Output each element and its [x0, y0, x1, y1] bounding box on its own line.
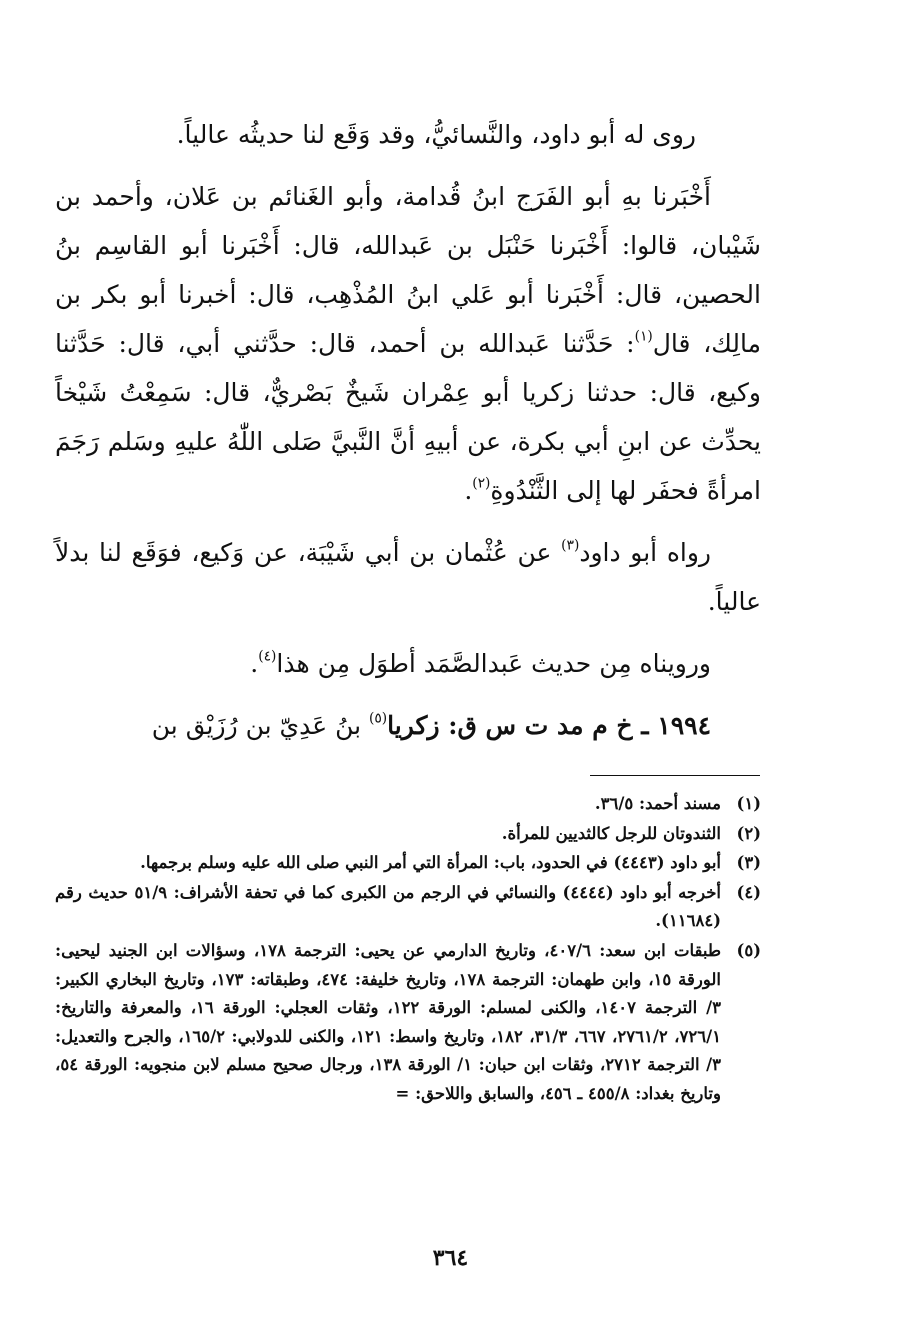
footnote-5: [55, 937, 761, 1109]
footnote-4: [55, 879, 761, 936]
main-text: [55, 110, 761, 763]
paragraph-riwaya-text: روى له أبو داود، والنَّسائيُّ، وقد وَقَع لنا حديثُه عالياً.: [176, 120, 696, 149]
abu-dawud-text-part-2: عن عُثْمان بن أبي شَيْبَة، عن وَكيع، فوَقَع لنا بدلاً عالياً.: [55, 538, 761, 616]
footnote-ref-3[interactable]: (٣): [561, 537, 580, 554]
abd-al-samad-end: .: [250, 649, 259, 678]
isnad-text-part-2: : حَدَّثنا عَبدالله بن أحمد، قال: حدَّثني أبي، قال: حَدَّثنا وكيع، قال: حدثنا زكريا أبو عِمْران شَيخٌ بَصْريٌّ، قال: سَمِعْتُ شَيْخاً يحدِّث عن ابنِ أبي بكرة، عن أبيهِ أنَّ النَّبيَّ صَلى اللّٰهُ عليهِ وسَلم رَجَمَ امرأةً فحفَر لها إلى الثَّنْدُوةِ: [55, 329, 761, 505]
footnote-5-number: (٥): [736, 940, 761, 960]
isnad-text-part-1: أَخْبَرنا بهِ أبو الفَرَج ابنُ قُدامة، وأبو الغَنائم بن عَلان، وأحمد بن شَيْبان، قالوا: أَخْبَرنا حَنْبَل بن عَبدالله، قال: أَخْبَرنا أبو القاسِم بنُ الحصين، قال: أَخْبَرنا أبو عَلي ابنُ المُذْهِب، قال: أخبرنا أبو بكر بن مالِك، قال: [55, 182, 761, 358]
paragraph-riwaya: [55, 110, 761, 159]
abu-dawud-text-part-1: رواه أبو داود: [579, 538, 712, 567]
footnote-1-text: مسند أحمد: ٣٦/٥.: [594, 794, 721, 813]
abd-al-samad-text: ورويناه مِن حديث عَبدالصَّمَد أطوَل مِن هذا: [276, 649, 711, 678]
entry-1994-number: ١٩٩٤ ـ خ م مد ت س ق: زكريا: [387, 711, 711, 740]
footnote-ref-2[interactable]: (٢): [472, 475, 491, 492]
footnote-ref-4[interactable]: (٤): [258, 648, 277, 665]
footnote-separator: [590, 775, 760, 776]
footnotes: [55, 790, 761, 1110]
footnote-4-number: (٤): [736, 882, 761, 902]
paragraph-abu-dawud: [55, 528, 761, 626]
page-number: ٣٦٤: [432, 1245, 469, 1271]
footnote-1-number: (١): [736, 794, 761, 813]
footnote-2-text: الثندوتان للرجل كالثديين للمرأة.: [501, 823, 721, 843]
footnote-3-number: (٣): [736, 853, 761, 873]
isnad-end: .: [464, 476, 473, 505]
footnote-4-text: أخرجه أبو داود (٤٤٤٤) والنسائي في الرجم من الكبرى كما في تحفة الأشراف: ٥١/٩ حديث رقم (١١٦٨٤).: [55, 882, 721, 931]
footnote-5-text: طبقات ابن سعد: ٤٠٧/٦، وتاريخ الدارمي عن يحيى: الترجمة ١٧٨، وسؤالات ابن الجنيد ليحيى: الورقة ١٥، وابن طهمان: الترجمة ١٧٨، وتاريخ خليفة: ٤٧٤، وطبقاته: ١٧٣، وتاريخ البخاري الكبير: ٣/ الترجمة ١٤٠٧، والكنى لمسلم: الورقة ١٢٢، وثقات العجلي: الورقة ١٦، والمعرفة والتاريخ: ٧٢٦/١، ٢٧٦١/٢، ٦٦٧، ٣١/٣، ١٨٢، وتاريخ واسط: ١٢١، والكنى للدولابي: ١٦٥/٢، والجرح والتعديل: ٣/ الترجمة ٢٧١٢، وثقات ابن حبان: ١/ الورقة ١٣٨، ورجال صحيح مسلم لابن منجويه: الورقة ٥٤، وتاريخ بغداد: ٤٥٥/٨ ـ ٤٥٦، والسابق واللاحق: =: [55, 940, 722, 1103]
paragraph-abd-al-samad: [55, 639, 761, 688]
footnote-1: [55, 790, 761, 819]
footnote-3-text: أبو داود (٤٤٤٣) في الحدود، باب: المرأة التي أمر النبي صلى الله عليه وسلم برجمها.: [140, 853, 721, 873]
footnote-ref-1[interactable]: (١): [634, 328, 653, 345]
footnote-3: [55, 849, 761, 878]
footnote-2: [55, 820, 761, 849]
entry-1994-heading: [55, 701, 761, 750]
footnote-ref-5[interactable]: (٥): [369, 710, 388, 727]
paragraph-isnad: [55, 172, 761, 515]
footnote-2-number: (٢): [736, 823, 761, 843]
entry-1994-name: بنُ عَدِيّ بن رُزَيْق بن: [151, 711, 370, 740]
